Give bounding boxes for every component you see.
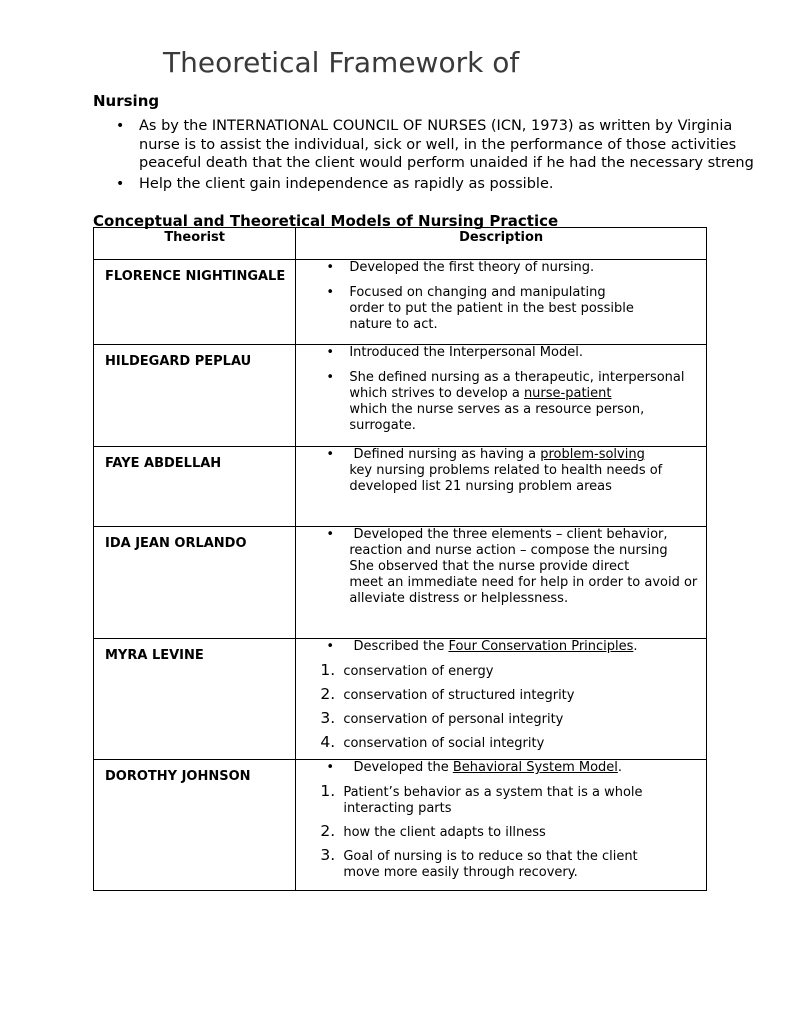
description-line: order to put the patient in the best possible xyxy=(349,301,634,316)
description-bullets xyxy=(296,260,706,333)
description-cell xyxy=(296,527,707,639)
intro-line: peaceful death that the client would perform unaided if he had the necessary streng xyxy=(139,155,754,171)
theorist-table xyxy=(93,227,707,891)
description-bullets xyxy=(296,527,706,607)
description-line: developed list 21 nursing problem areas xyxy=(349,479,612,494)
description-cell xyxy=(296,260,707,345)
description-cell xyxy=(296,447,707,527)
numbered-item xyxy=(320,685,706,704)
description-text: which strives to develop a xyxy=(349,386,524,401)
theorist-name: FLORENCE NIGHTINGALE xyxy=(105,269,286,284)
theorist-name: IDA JEAN ORLANDO xyxy=(105,536,247,551)
item-text: conservation of structured integrity xyxy=(343,688,575,703)
theorist-cell xyxy=(94,639,296,760)
description-bullet: • Developed the first theory of nursing. xyxy=(349,260,706,276)
table-header-row xyxy=(94,228,707,260)
description-text: . xyxy=(633,639,638,654)
table-row xyxy=(94,260,707,345)
description-text: Described the xyxy=(349,639,449,654)
description-text: . xyxy=(617,760,623,775)
theorist-cell xyxy=(94,527,296,639)
item-number: 2. xyxy=(320,822,336,840)
description-cell xyxy=(296,760,707,891)
section-heading: Conceptual and Theoretical Models of Nursing Practice xyxy=(93,212,559,230)
description-line: • Focused on changing and manipulating xyxy=(349,285,606,300)
item-number: 2. xyxy=(320,685,336,703)
description-bullet xyxy=(349,639,706,655)
numbered-item xyxy=(320,822,706,841)
item-number: 4. xyxy=(320,733,336,751)
numbered-item xyxy=(320,661,706,680)
header-theorist: Theorist xyxy=(94,228,296,260)
theorist-name: DOROTHY JOHNSON xyxy=(105,769,251,784)
numbered-list xyxy=(296,782,706,881)
description-cell xyxy=(296,639,707,760)
description-line: reaction and nurse action – compose the nursing xyxy=(349,543,668,558)
theorist-cell xyxy=(94,760,296,891)
numbered-item xyxy=(320,709,706,728)
numbered-item xyxy=(320,782,706,817)
item-number: 1. xyxy=(320,782,336,800)
description-line: • Developed the three elements – client behavior, xyxy=(349,527,668,542)
theorist-name: HILDEGARD PEPLAU xyxy=(105,354,252,369)
intro-line: • Help the client gain independence as rapidly as possible. xyxy=(139,175,554,192)
table-row xyxy=(94,760,707,891)
underlined-term: Four Conservation Principles xyxy=(448,639,634,654)
theorist-cell xyxy=(94,260,296,345)
item-text: interacting parts xyxy=(343,801,452,816)
item-text: conservation of social integrity xyxy=(343,736,545,751)
description-text: Defined nursing as having a xyxy=(349,447,541,462)
item-number: 1. xyxy=(320,661,336,679)
numbered-item xyxy=(320,733,706,752)
item-text: Patient’s behavior as a system that is a whole xyxy=(343,785,643,800)
description-line: She observed that the nurse provide direct xyxy=(349,559,630,574)
description-bullet xyxy=(349,285,706,333)
numbered-list xyxy=(296,661,706,752)
underlined-term: nurse-patient xyxy=(523,386,612,401)
table-row xyxy=(94,345,707,447)
item-text: conservation of personal integrity xyxy=(343,712,564,727)
theorist-cell xyxy=(94,345,296,447)
page-title: Theoretical Framework of xyxy=(163,46,520,79)
description-line: which the nurse serves as a resource person, xyxy=(349,402,645,417)
item-number: 3. xyxy=(320,846,336,864)
description-line: nature to act. xyxy=(349,317,438,332)
intro-line: nurse is to assist the individual, sick or well, in the performance of those activities xyxy=(139,136,737,153)
description-line xyxy=(349,639,706,655)
description-line: surrogate. xyxy=(349,418,416,433)
description-bullet xyxy=(349,527,706,607)
intro-bullet xyxy=(139,117,791,173)
intro-line: • As by the INTERNATIONAL COUNCIL OF NURSES (ICN, 1973) as written by Virginia xyxy=(139,118,733,134)
description-line: alleviate distress or helplessness. xyxy=(349,591,569,606)
underlined-term: problem-solving xyxy=(540,447,645,462)
description-line: meet an immediate need for help in order to avoid or xyxy=(349,575,698,590)
page-subtitle: Nursing xyxy=(93,92,160,110)
item-text: conservation of energy xyxy=(343,664,494,679)
description-bullet xyxy=(349,447,706,495)
description-cell xyxy=(296,345,707,447)
description-line: • She defined nursing as a therapeutic, interpersonal xyxy=(349,370,685,385)
numbered-item xyxy=(320,846,706,881)
theorist-cell xyxy=(94,447,296,527)
description-bullet: • Introduced the Interpersonal Model. xyxy=(349,345,706,361)
item-text: how the client adapts to illness xyxy=(343,825,546,840)
description-line: key nursing problems related to health needs of xyxy=(349,463,663,478)
theorist-name: MYRA LEVINE xyxy=(105,648,204,663)
item-text: Goal of nursing is to reduce so that the client xyxy=(343,849,638,864)
description-bullets xyxy=(296,447,706,495)
intro-list xyxy=(139,117,791,195)
description-bullets xyxy=(296,639,706,655)
description-bullets xyxy=(296,760,706,776)
underlined-term: Behavioral System Model xyxy=(452,760,618,775)
description-line xyxy=(349,760,706,776)
table-row xyxy=(94,639,707,760)
description-text: Developed the xyxy=(349,760,453,775)
item-number: 3. xyxy=(320,709,336,727)
description-bullets xyxy=(296,345,706,434)
table-row xyxy=(94,527,707,639)
description-line xyxy=(349,447,706,463)
theorist-name: FAYE ABDELLAH xyxy=(105,456,222,471)
description-bullet xyxy=(349,760,706,776)
intro-bullet xyxy=(139,175,791,194)
description-bullet xyxy=(349,370,706,434)
header-description: Description xyxy=(296,228,707,260)
item-text: move more easily through recovery. xyxy=(343,865,578,880)
description-line xyxy=(349,386,706,402)
table-row xyxy=(94,447,707,527)
